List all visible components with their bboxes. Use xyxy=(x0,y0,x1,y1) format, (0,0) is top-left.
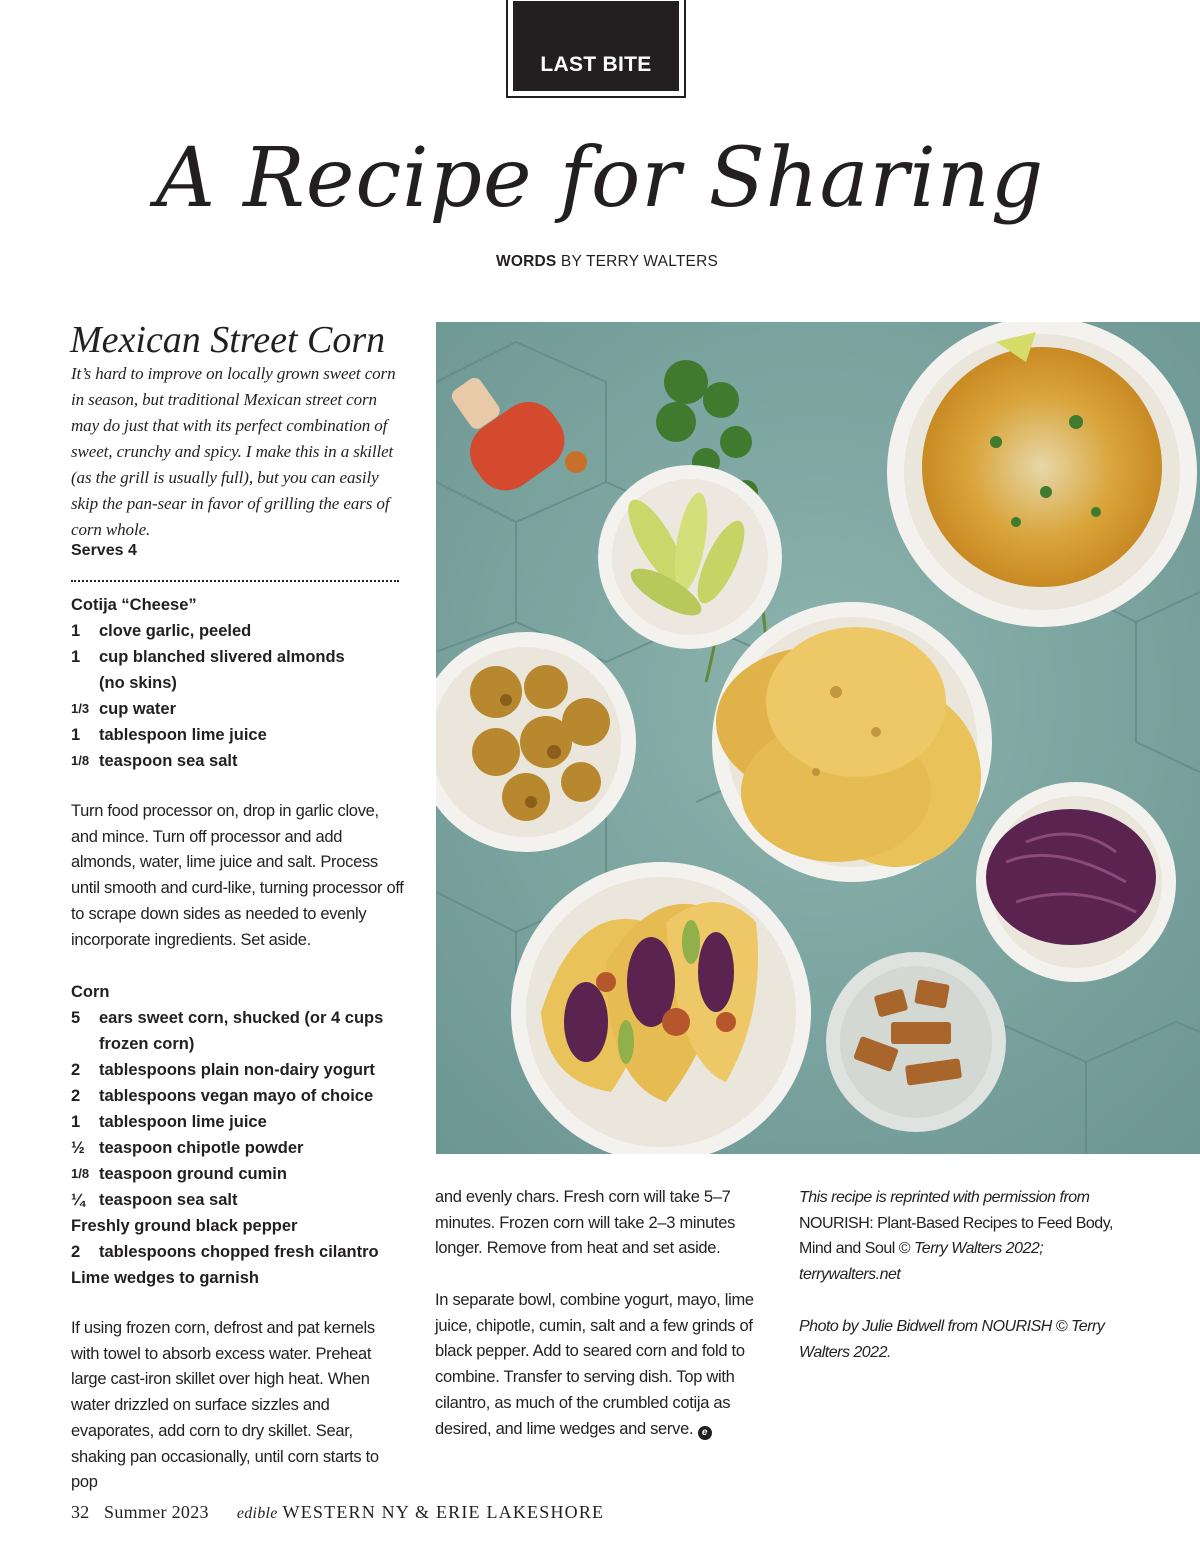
corn-steps-part2: and evenly chars. Fresh corn will take 5–7 minutes. Frozen corn will take 2–3 minutes longer. Remove from heat and set aside. xyxy=(435,1188,736,1258)
recipe-title: Mexican Street Corn xyxy=(70,319,386,361)
ingredient-qty: 1 xyxy=(71,648,81,666)
ingredient-row xyxy=(71,1005,406,1057)
ingredient-qty: ¼ xyxy=(71,1191,85,1209)
ingredient-text: Freshly ground black pepper xyxy=(71,1217,298,1235)
dotted-divider xyxy=(71,580,399,582)
ingredient-text: teaspoon ground cumin xyxy=(99,1165,287,1183)
ingredient-row xyxy=(71,1265,406,1291)
ingredient-qty: 1/8 xyxy=(71,753,90,768)
ingredient-text: cup blanched slivered almonds (no skins) xyxy=(99,648,345,692)
ingredient-qty: 2 xyxy=(71,1243,81,1261)
reprint-credit-book: NOURISH: Plant-Based Recipes to Feed Body, Mind and Soul © xyxy=(799,1214,1113,1258)
ingredient-qty: 1/8 xyxy=(71,1166,90,1181)
corn-steps-part3-text: In separate bowl, combine yogurt, mayo, lime juice, chipotle, cumin, salt and a few grinds of black pepper. Add to seared corn and fold to combine. Transfer to serving dish. Top with cilantro, as much of the crumbled cotija as desired, and lime wedges and serve. xyxy=(435,1291,754,1438)
page-number: 32 xyxy=(71,1502,90,1522)
reprint-credit-author: Terry Walters 2022; terrywalters.net xyxy=(799,1240,1044,1284)
ingredient-text: teaspoon chipotle powder xyxy=(99,1139,304,1157)
byline-author: BY TERRY WALTERS xyxy=(556,253,719,270)
byline-label: WORDS xyxy=(496,253,557,270)
issue-date: Summer 2023 xyxy=(104,1502,209,1522)
ingredient-row xyxy=(71,1161,406,1187)
corn-ingredients xyxy=(71,979,406,1291)
reprint-credit-intro: This recipe is reprinted with permission from xyxy=(799,1189,1090,1206)
ingredient-text: tablespoons vegan mayo of choice xyxy=(99,1087,374,1105)
brand-edible: edible xyxy=(236,1505,278,1522)
cotija-ingredients xyxy=(71,592,406,774)
ingredient-text: teaspoon sea salt xyxy=(99,1191,238,1209)
ingredient-row xyxy=(71,1109,406,1135)
byline xyxy=(496,253,718,271)
page-title: A Recipe for Sharing xyxy=(155,131,1045,226)
ingredient-row xyxy=(71,1135,406,1161)
taco-plate xyxy=(511,862,811,1154)
corn-title: Corn xyxy=(71,983,110,1001)
ingredient-qty: 1/3 xyxy=(71,701,90,716)
ingredient-text: Lime wedges to garnish xyxy=(71,1269,259,1287)
ingredient-row xyxy=(71,644,406,696)
ingredient-text: tablespoons chopped fresh cilantro xyxy=(99,1243,379,1261)
serves-count: Serves 4 xyxy=(71,542,137,559)
ingredient-row xyxy=(71,618,406,644)
corn-steps-part1: If using frozen corn, defrost and pat kernels with towel to absorb excess water. Preheat large cast-iron skillet over high heat. When water drizzled on surface sizzles and evaporates, add corn to dry skillet. Sear, shaking pan occasionally, until corn starts to pop xyxy=(71,1319,379,1492)
food-photo-illustration xyxy=(436,322,1200,1154)
recipe-intro: It’s hard to improve on locally grown sweet corn in season, but traditional Mexican street corn may do just that with its perfect combination of sweet, crunchy and spicy. I make this in a skillet (as the grill is usually full), but you can easily skip the pan-sear in favor of grilling the ears of corn whole. xyxy=(71,364,396,539)
ingredient-qty: 1 xyxy=(71,622,81,640)
ingredient-text: clove garlic, peeled xyxy=(99,622,252,640)
ingredient-text: tablespoon lime juice xyxy=(99,726,267,744)
reprint-credit xyxy=(799,1185,1144,1288)
photo-credit xyxy=(799,1314,1144,1365)
cotija-title: Cotija “Cheese” xyxy=(71,596,197,614)
food-photo xyxy=(436,322,1200,1154)
ingredient-qty: 1 xyxy=(71,1113,81,1131)
ingredient-qty: 2 xyxy=(71,1087,81,1105)
edible-end-icon: e xyxy=(698,1426,712,1440)
seasoned-tofu-bowl xyxy=(826,952,1006,1132)
ingredient-row xyxy=(71,1083,406,1109)
ingredient-qty: 2 xyxy=(71,1061,81,1079)
ingredient-row xyxy=(71,1187,406,1213)
ingredient-row xyxy=(71,1057,406,1083)
ingredient-row xyxy=(71,696,406,722)
street-corn-plate xyxy=(887,322,1197,627)
corn-steps-part3 xyxy=(435,1288,765,1442)
ingredient-text: teaspoon sea salt xyxy=(99,752,238,770)
ingredient-row xyxy=(71,722,406,748)
section-tab-box xyxy=(513,1,679,91)
ingredient-text: tablespoon lime juice xyxy=(99,1113,267,1131)
ingredient-text: ears sweet corn, shucked (or 4 cups frozen corn) xyxy=(99,1009,384,1053)
photo-credit-text: Photo by Julie Bidwell from NOURISH © Terry Walters 2022. xyxy=(799,1318,1105,1361)
ingredient-text: cup water xyxy=(99,700,177,718)
avocado-bowl xyxy=(598,465,782,649)
brand-name: WESTERN NY & ERIE LAKESHORE xyxy=(282,1502,605,1522)
section-tab-label: LAST BITE xyxy=(540,53,652,76)
ingredient-qty: ½ xyxy=(71,1139,85,1157)
ingredient-row xyxy=(71,1239,406,1265)
cotija-steps: Turn food processor on, drop in garlic clove, and mince. Turn off processor and add almonds, water, lime juice and salt. Process until smooth and curd-like, turning processor off to scrape down sides as needed to evenly incorporate ingredients. Set aside. xyxy=(71,802,404,949)
ingredient-qty: 5 xyxy=(71,1009,81,1027)
tortilla-plate xyxy=(712,602,992,882)
red-cabbage-bowl xyxy=(976,782,1176,982)
page-footer xyxy=(71,1502,604,1523)
ingredient-text: tablespoons plain non-dairy yogurt xyxy=(99,1061,375,1079)
ingredient-row xyxy=(71,1213,406,1239)
ingredient-qty: 1 xyxy=(71,726,81,744)
section-tab xyxy=(506,0,686,98)
ingredient-row xyxy=(71,748,406,774)
